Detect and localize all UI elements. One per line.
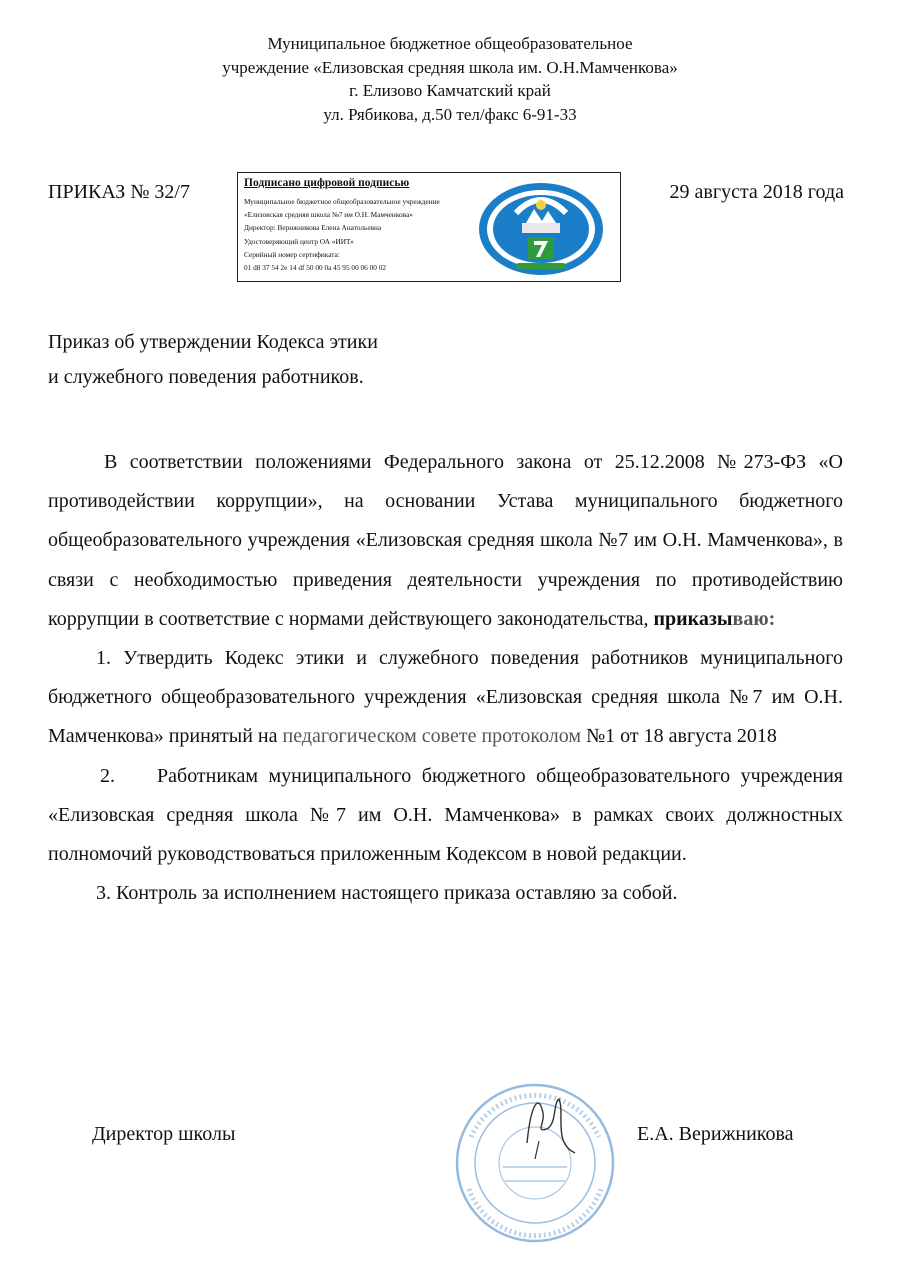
signature-text (244, 177, 474, 274)
header-line-1: Муниципальное бюджетное общеобразовательное (267, 34, 633, 53)
item-1-number: 1. (96, 647, 111, 670)
signature-line: Серийный номер сертификата: (244, 249, 340, 259)
intro-text: В соответствии положениями Федерального закона от 25.12.2008 №273-ФЗ «О противодействии коррупции», на основании Устава муниципального бюджетного общеобразовательного учреждения «Елизовская средняя школа №7 им О.Н. Мамченкова», в связи с необходимостью приведения деятельности учреждения по противодействию коррупции в соответствие с нормами действующего законодательства, (48, 451, 843, 630)
signature-line: Директор: Верижникова Елена Анатольевна (244, 223, 382, 233)
order-date: 29 августа 2018 года (669, 181, 844, 203)
school-logo-icon (476, 177, 606, 277)
order-body (48, 443, 843, 913)
item-3-text: Контроль за исполнением настоящего приказа оставляю за собой. (116, 882, 678, 905)
item-1 (48, 639, 843, 757)
item-2-number: 2. (100, 764, 115, 787)
item-2-text: Работникам муниципального бюджетного общеобразовательного учреждения «Елизовская средняя школа №7 им О.Н. Мамченкова» в рамках своих должностных полномочий руководствоваться приложенным Кодексом в новой редакции. (48, 764, 843, 866)
director-position: Директор школы (92, 1123, 236, 1145)
intro-end: ваю: (732, 607, 776, 630)
header-line-2: учреждение «Елизовская средняя школа им. О.Н.Мамченкова» (222, 57, 678, 77)
order-title (48, 325, 378, 395)
signature-line: «Елизовская средняя школа №7 им О.Н. Мамченкова» (244, 210, 413, 220)
signature-line: 01 d8 37 54 2e 14 df 50 00 0a 45 95 00 06 00 02 (244, 263, 387, 273)
item-2 (48, 757, 843, 875)
item-1-end: №1 от 18 августа 2018 (586, 725, 777, 748)
order-number: ПРИКАЗ № 32/7 (48, 181, 190, 203)
header-line-3: г. Елизово Камчатский край (349, 81, 551, 100)
item-1-text: Утвердить Кодекс этики и служебного поведения работников муниципального бюджетного общеобразовательного учреждения «Елизовская средняя школа №7 им О.Н. Мамченкова» принятый на (48, 647, 843, 748)
intro-bold: приказы (653, 607, 733, 630)
school-header (0, 32, 900, 126)
item-3 (48, 874, 843, 913)
intro-paragraph (48, 443, 843, 639)
item-3-number: 3. (96, 882, 111, 905)
director-name: Е.А. Верижникова (637, 1123, 794, 1145)
digital-signature-block (237, 172, 621, 282)
signature-title: Подписано цифровой подписью (244, 177, 410, 189)
title-line-2: и служебного поведения работников. (48, 366, 364, 388)
signature-line: Муниципальное бюджетное общеобразовательное учреждение (244, 197, 440, 206)
item-1-muted: педагогическом совете протоколом (282, 725, 582, 748)
title-line-1: Приказ об утверждении Кодекса этики (48, 331, 378, 353)
seal-stamp-icon (435, 1063, 635, 1243)
signature-line: Удостоверяющий центр ОА «ИИТ» (244, 236, 354, 246)
header-line-4: ул. Рябикова, д.50 тел/факс 6-91-33 (323, 104, 577, 124)
